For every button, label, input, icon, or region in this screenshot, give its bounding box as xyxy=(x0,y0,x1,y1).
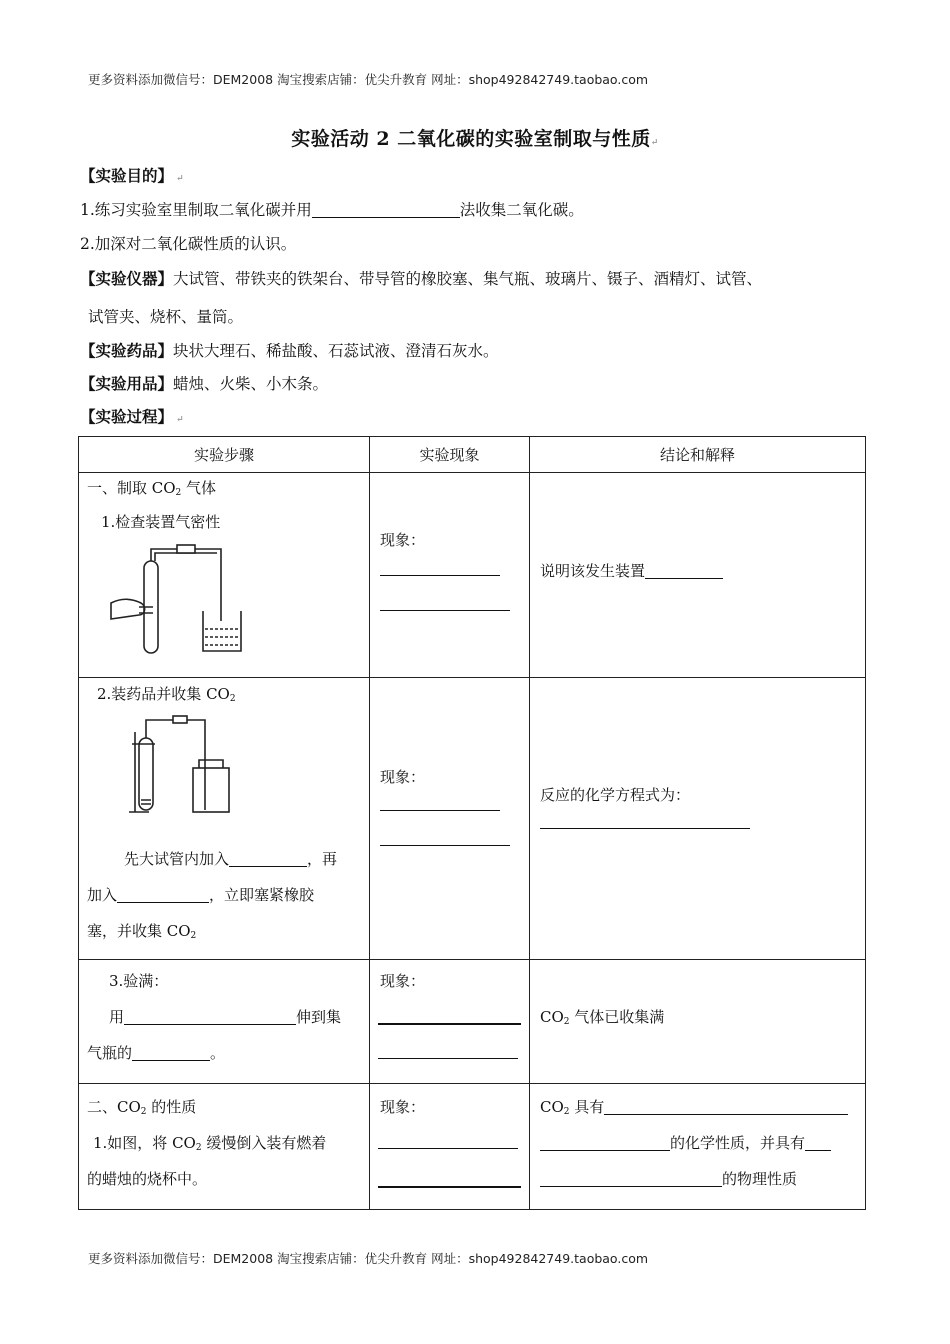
table-header-row xyxy=(79,437,866,473)
step-text: 1.如图，将 $CO_2$ 缓慢倒入装有燃着 xyxy=(93,1134,327,1153)
step-text: 用 伸到集 xyxy=(109,1008,342,1026)
conclusion-text: 的物理性质 xyxy=(540,1168,797,1189)
conclusion-text: 说明该发生装置 xyxy=(540,560,723,581)
table-row xyxy=(79,678,866,960)
purpose-item-2: 2.加深对二氧化碳性质的认识。 xyxy=(80,235,297,253)
step-title: 2.装药品并收集 $CO_2$ xyxy=(97,685,236,704)
experiment-table xyxy=(78,436,866,1210)
airtightness-apparatus-figure xyxy=(109,541,249,659)
phenomenon-label: 现象： xyxy=(380,972,426,990)
header-phenomenon: 实验现象 xyxy=(370,437,530,473)
collection-apparatus-figure xyxy=(127,714,245,814)
step-text: 先大试管内加入 ，再 xyxy=(124,850,338,868)
reagents-line: 【实验药品】块状大理石、稀盐酸、石蕊试液、澄清石灰水。 xyxy=(80,341,499,360)
supplies-line: 【实验用品】蜡烛、火柴、小木条。 xyxy=(80,374,329,393)
step-title: 二、$CO_2$ 的性质 xyxy=(87,1098,197,1117)
conclusion-text: $CO_2$ 气体已收集满 xyxy=(540,1008,665,1027)
phenomenon-label: 现象： xyxy=(380,531,426,549)
table-row xyxy=(79,960,866,1084)
step-title: 一、制取 $CO_2$ 气体 xyxy=(87,479,217,498)
header-conclusion: 结论和解释 xyxy=(530,437,866,473)
page-title: 实验活动 2 二氧化碳的实验室制取与性质↵ xyxy=(291,128,659,150)
conclusion-text: $CO_2$ 具有 xyxy=(540,1096,848,1117)
conclusion-text: 的化学性质，并具有 xyxy=(540,1132,831,1153)
conclusion-text: 反应的化学方程式为： xyxy=(540,786,691,804)
table-row xyxy=(79,473,866,678)
instruments-line-2: 试管夹、烧杯、量筒。 xyxy=(88,308,244,326)
table-row xyxy=(79,1084,866,1210)
step-text: 塞，并收集 $CO_2$ xyxy=(87,922,197,941)
phenomenon-label: 现象： xyxy=(380,1098,426,1116)
step-text: 的蜡烛的烧杯中。 xyxy=(87,1170,208,1188)
purpose-label: 【实验目的】 ↵ xyxy=(80,166,184,185)
header-steps: 实验步骤 xyxy=(79,437,370,473)
page-header: 更多资料添加微信号：DEM2008 淘宝搜索店铺：优尖升教育 网址：shop492842749.taobao.com xyxy=(88,72,649,87)
phenomenon-label: 现象： xyxy=(380,768,426,786)
process-label: 【实验过程】 ↵ xyxy=(80,407,184,426)
page-footer: 更多资料添加微信号：DEM2008 淘宝搜索店铺：优尖升教育 网址：shop492842749.taobao.com xyxy=(88,1251,649,1266)
instruments-line-1: 【实验仪器】大试管、带铁夹的铁架台、带导管的橡胶塞、集气瓶、玻璃片、镊子、酒精灯、试管、 xyxy=(80,269,763,288)
step-text: 加入 ，立即塞紧橡胶 xyxy=(87,886,315,904)
step-text: 气瓶的 。 xyxy=(87,1044,226,1062)
purpose-item-1: 1.练习实验室里制取二氧化碳并用 法收集二氧化碳。 xyxy=(80,201,584,219)
step-subtitle: 1.检查装置气密性 xyxy=(101,513,221,531)
step-title: 3.验满： xyxy=(109,972,169,990)
